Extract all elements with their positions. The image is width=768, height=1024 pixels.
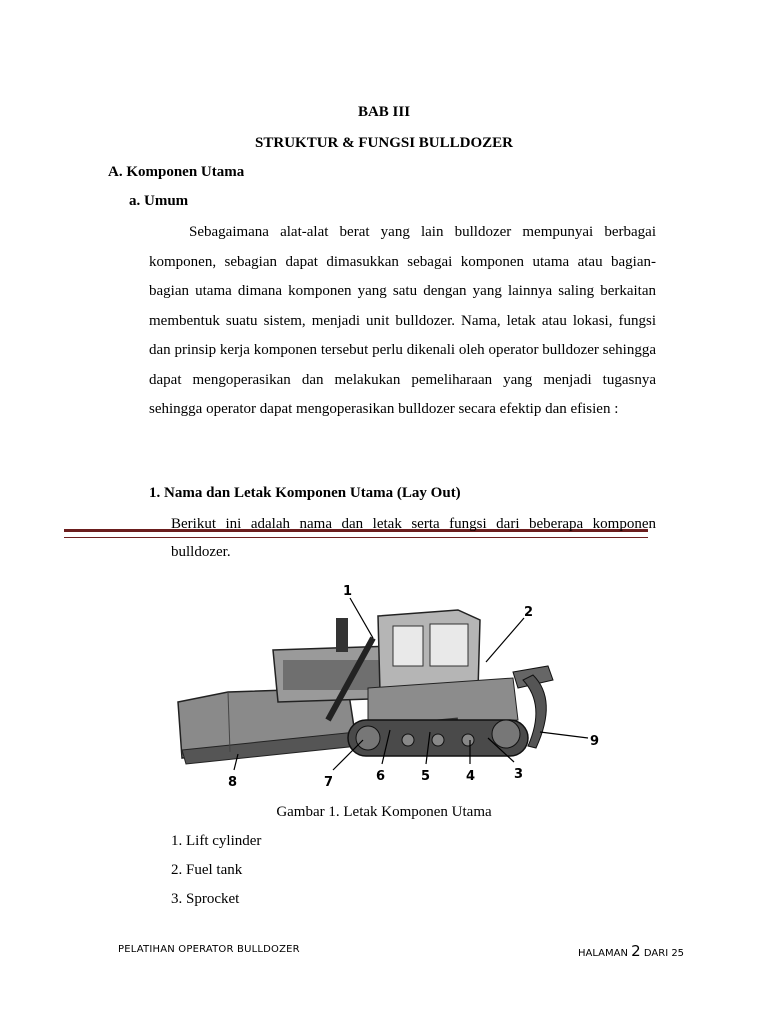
footer-page-suffix: DARI 25	[643, 948, 685, 959]
item-paragraph: Berikut ini adalah nama dan letak serta fungsi dari beberapa komponen bulldozer.	[171, 516, 656, 560]
callout-line-9	[540, 732, 588, 738]
list-item: 1. Lift cylinder	[171, 833, 262, 849]
callout-4: 4	[466, 769, 476, 784]
roller-1	[402, 734, 414, 746]
callout-2: 2	[524, 605, 534, 620]
footer-page-prefix: HALAMAN	[578, 948, 628, 959]
chapter-heading: BAB III	[357, 104, 411, 120]
roller-2	[432, 734, 444, 746]
idler-wheel	[356, 726, 380, 750]
exhaust-pipe	[336, 618, 348, 652]
callout-1: 1	[343, 584, 353, 599]
footer-title: PELATIHAN OPERATOR BULLDOZER	[118, 944, 300, 955]
callout-5: 5	[421, 769, 431, 784]
sprocket-wheel	[492, 720, 520, 748]
cab-window-left	[393, 626, 423, 666]
callout-line-1	[350, 598, 373, 638]
body-paragraph: Sebagaimana alat-alat berat yang lain bulldozer mempunyai berbagai komponen, sebagian dapat dimasukkan sebagai komponen utama atau bagian-bagian utama dimana komponen yang satu dengan yang lainnya saling berkaitan membentuk suatu sistem, menjadi unit bulldozer. Nama, letak atau lokasi, fungsi dan prinsip kerja komponen tersebut perlu dikenali oleh operator bulldozer sehingga dapat mengoperasikan dan melakukan pemeliharaan yang menjadi tugasnya sehingga operator dapat mengoperasikan bulldozer secara efektip dan efisien :	[149, 224, 656, 417]
callout-8: 8	[228, 775, 238, 790]
list-item: 2. Fuel tank	[171, 862, 243, 878]
section-heading: A. Komponen Utama	[108, 164, 245, 180]
subsection-heading: a. Umum	[129, 193, 189, 209]
roller-3	[462, 734, 474, 746]
list-item: 3. Sprocket	[171, 891, 240, 907]
footer-page-info	[578, 942, 684, 960]
callout-3: 3	[514, 767, 524, 782]
figure-caption: Gambar 1. Letak Komponen Utama	[276, 804, 492, 820]
engine-grille	[283, 660, 383, 690]
cab-window-right	[430, 624, 468, 666]
bulldozer-illustration	[168, 580, 608, 795]
footer-page-number: 2	[631, 942, 641, 960]
callout-6: 6	[376, 769, 386, 784]
item-heading: 1. Nama dan Letak Komponen Utama (Lay Out)	[149, 485, 461, 501]
callout-line-2	[486, 618, 524, 662]
callout-9: 9	[590, 734, 600, 749]
chapter-title: STRUKTUR & FUNGSI BULLDOZER	[255, 135, 513, 151]
callout-7: 7	[324, 775, 334, 790]
